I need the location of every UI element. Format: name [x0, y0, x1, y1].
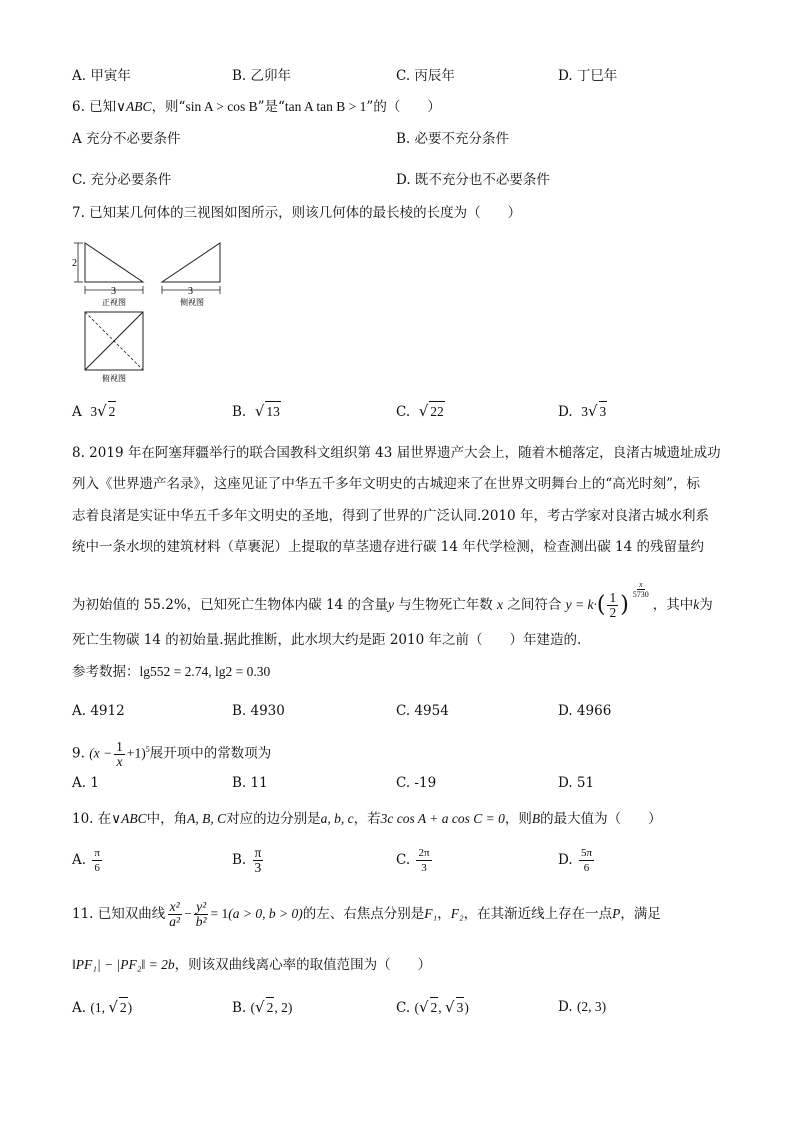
q11-stem-line-1: 11. 已知双曲线 $\frac{\text{x²}}{\text{a²}}$ − $\frac{\text{y²}}{\text{b²}}$ = 1(a > 0, b > 0)的左、右焦点分别是F₁，F₂，在其渐近线上存在一点P，满足 [72, 899, 661, 929]
q7-stem: 7. 已知某几何体的三视图如图所示，则该几何体的最长棱的长度为（ ） [72, 205, 522, 221]
q6-option-a: A 充分不必要条件 [72, 131, 181, 147]
q8-line-3: 志着良渚是实证中华五千多年文明史的圣地，得到了世界的广泛认同.2010 年，考古学家对良渚古城水利系 [72, 508, 709, 524]
q9-option-d: D. 51 [558, 775, 595, 791]
q10-option-d: D. $\frac{5\pi}{6}$ [558, 847, 592, 874]
q6-stem: 6. 已知∨ABC，则“sin A > cos B”是“tan A tan B > 1”的（ ） [72, 99, 441, 115]
q6-option-d: D. 既不充分也不必要条件 [396, 172, 550, 188]
q8-line-5: 为初始值的 55.2%，已知死亡生物体内碳 14 的含量y 与生物死亡年数 x 之间符合 y = k·( $\frac{1}{2}$ ) $\frac{x}{5730}$ ，其中k为 [72, 580, 713, 620]
q5-option-d: D. 丁巳年 [558, 68, 618, 84]
q10-option-c: C. $\frac{2\pi}{3}$ [396, 847, 430, 874]
top-view-label: 俯视图 [102, 374, 126, 383]
q11-option-c: C. (√ 2, √ 3) [396, 998, 469, 1016]
q6-option-c: C. 充分必要条件 [72, 172, 172, 188]
q8-formula: y = k· [565, 597, 597, 612]
three-view-figure [70, 238, 240, 388]
q8-line-4: 统中一条水坝的建筑材料（草裹泥）上提取的草茎遗存进行碳 14 年代学检测，检查测出碳 14 的残留量约 [72, 539, 705, 555]
q10-option-b: B. $\frac{\pi}{3}$ [232, 845, 262, 875]
q10-stem: 10. 在∨ABC中，角A, B, C对应的边分别是a, b, c，若3c cos A + a cos C = 0，则B的最大值为（ ） [72, 811, 662, 827]
q11-option-b: B. (√ 2, 2) [232, 998, 293, 1016]
q11-option-a: A. (1, √ 2) [72, 998, 133, 1016]
side-width-label: 3 [188, 286, 193, 297]
top-view [85, 312, 143, 383]
side-view [162, 243, 220, 307]
q5-option-a: A. 甲寅年 [72, 68, 131, 84]
q9-option-b: B. 11 [232, 775, 268, 791]
q8-option-c: C. 4954 [396, 703, 449, 719]
side-view-label: 侧视图 [180, 298, 204, 307]
q5-option-b: B. 乙卯年 [232, 68, 292, 84]
q7-option-d: D. 3√ 3 [558, 402, 607, 420]
q5-option-c: C. 丙辰年 [396, 68, 455, 84]
front-width-label: 3 [111, 286, 116, 297]
q9-stem: 9. (x − $\frac{1}{x}$ +1)$^5$展开项中的常数项为 [72, 738, 272, 769]
q11-option-d: D. (2, 3) [558, 999, 607, 1015]
q8-line-1: 8. 2019 年在阿塞拜疆举行的联合国教科文组织第 43 届世界遗产大会上，随着木槌落定，良渚古城遗址成功 [72, 445, 721, 461]
q7-option-c: C. √ 22 [396, 402, 444, 420]
q9-option-a: A. 1 [72, 775, 99, 791]
q8-option-d: D. 4966 [558, 703, 612, 719]
q6-option-b: B. 必要不充分条件 [396, 131, 510, 147]
q7-option-a: A 3√ 2 [72, 402, 116, 420]
front-view-label: 正视图 [102, 298, 126, 307]
front-height-label: 2 [72, 258, 77, 269]
q9-option-c: C. -19 [396, 775, 437, 791]
q8-line-6: 死亡生物碳 14 的初始量.据此推断，此水坝大约是距 2010 年之前（ ）年建造的. [72, 632, 582, 648]
q10-option-a: A. $\frac{\pi}{6}$ [72, 847, 100, 874]
q8-reference: 参考数据：lg552 = 2.74, lg2 = 0.30 [72, 664, 271, 680]
q7-option-b: B. √ 13 [232, 402, 280, 420]
front-view [72, 243, 143, 307]
q8-option-b: B. 4930 [232, 703, 285, 719]
q8-line-2: 列入《世界遗产名录》，这座见证了中华五千多年文明史的古城迎来了在世界文明舞台上的“高光时刻”，标 [72, 476, 701, 492]
q11-stem-line-2: ‖PF₁| − |PF₂‖ = 2b，则该双曲线离心率的取值范围为（ ） [72, 957, 432, 973]
q8-option-a: A. 4912 [72, 703, 125, 719]
